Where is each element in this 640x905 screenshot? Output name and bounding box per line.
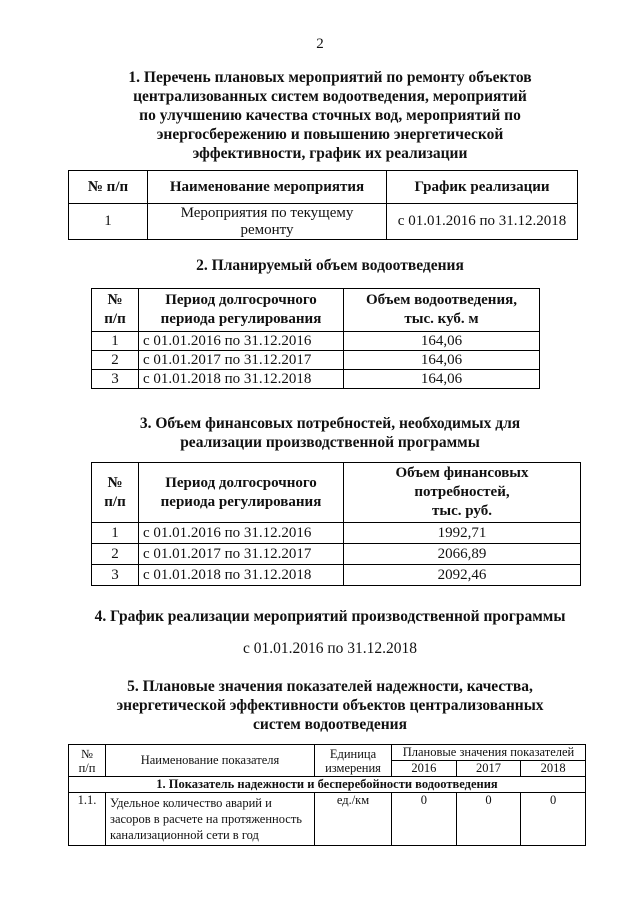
row-num: 1	[69, 204, 148, 240]
col-header-unit	[315, 745, 392, 777]
col-header-name: Наименование мероприятия	[148, 171, 387, 204]
section5-title	[60, 677, 600, 734]
row-value: 2092,46	[344, 565, 581, 586]
col-header-num: № п/п	[69, 171, 148, 204]
row-num: 2	[92, 544, 139, 565]
table-header-row	[69, 171, 578, 204]
col-header-year: 2016	[392, 761, 457, 777]
row-name-line: канализационной сети в год	[110, 828, 259, 842]
table-row	[69, 793, 586, 846]
header-line: периода регулирования	[160, 311, 322, 327]
section2-table	[91, 288, 540, 389]
section4-period: с 01.01.2016 по 31.12.2018	[242, 640, 418, 657]
row-num: 3	[92, 370, 139, 389]
row-value: 1992,71	[344, 523, 581, 544]
row-value: 164,06	[344, 351, 540, 370]
header-line: №	[107, 474, 123, 491]
header-line: №	[107, 292, 123, 308]
col-header-name: Наименование показателя	[106, 745, 315, 777]
row-period: с 01.01.2016 по 31.12.2016	[139, 332, 344, 351]
table-row	[92, 351, 540, 370]
table-row	[92, 370, 540, 389]
section1-title-line: по улучшению качества сточных вод, мероприятий по	[139, 107, 521, 124]
row-value: 164,06	[344, 332, 540, 351]
table-header-row	[92, 463, 581, 523]
row-num: 1	[92, 332, 139, 351]
col-header-planned: Плановые значения показателей	[392, 745, 586, 761]
section1-title	[60, 68, 600, 163]
row-period: с 01.01.2016 по 31.12.2016	[139, 523, 344, 544]
section4-title: 4. График реализации мероприятий производственной программы	[94, 608, 566, 625]
row-name	[148, 204, 387, 240]
row-value: 0	[456, 793, 521, 846]
col-header-period	[139, 463, 344, 523]
section1-title-line: энергосбережению и повышению энергетической	[156, 126, 504, 143]
row-value: 2066,89	[344, 544, 581, 565]
table-header-row	[69, 745, 586, 761]
table-subheader-row	[69, 777, 586, 793]
row-schedule: с 01.01.2016 по 31.12.2018	[387, 204, 578, 240]
col-header-period	[139, 289, 344, 332]
section5-title-line: систем водоотведения	[253, 716, 407, 733]
header-line: периода регулирования	[160, 493, 322, 510]
table-header-row	[92, 289, 540, 332]
col-header-num	[69, 745, 106, 777]
section5-table	[68, 744, 586, 846]
row-num: 1	[92, 523, 139, 544]
row-unit: ед./км	[315, 793, 392, 846]
section5-title-line: энергетической эффективности объектов централизованных	[116, 697, 544, 714]
header-line: измерения	[325, 760, 381, 775]
header-line: п/п	[104, 311, 126, 327]
section1-table	[68, 170, 578, 240]
row-num: 1.1.	[69, 793, 106, 846]
col-header-finance	[344, 463, 581, 523]
section3-title-line: 3. Объем финансовых потребностей, необходимых для	[139, 415, 521, 432]
row-num: 2	[92, 351, 139, 370]
row-name-line: Мероприятия по текущему	[180, 204, 354, 221]
row-name	[106, 793, 315, 846]
table-row	[92, 565, 581, 586]
header-line: №	[81, 746, 93, 761]
header-line: п/п	[78, 760, 96, 775]
section2-title: 2. Планируемый объем водоотведения	[196, 257, 464, 274]
col-header-num	[92, 289, 139, 332]
section3-title	[60, 414, 600, 452]
table-row	[92, 523, 581, 544]
header-line: Объем водоотведения,	[366, 292, 517, 308]
row-name-line: Удельное количество аварий и	[110, 796, 272, 810]
header-line: потребностей,	[414, 484, 510, 500]
row-name-line: ремонту	[240, 221, 294, 238]
row-value: 0	[521, 793, 586, 846]
section1-title-line: централизованных систем водоотведения, мероприятий	[133, 88, 527, 105]
row-period: с 01.01.2017 по 31.12.2017	[139, 351, 344, 370]
header-line: тыс. руб.	[432, 503, 492, 519]
subheader: 1. Показатель надежности и бесперебойности водоотведения	[69, 777, 586, 793]
row-name-line: засоров в расчете на протяженность	[110, 812, 303, 826]
section1-title-line: 1. Перечень плановых мероприятий по ремонту объектов	[128, 69, 532, 86]
section5-title-line: 5. Плановые значения показателей надежности, качества,	[127, 678, 533, 695]
header-line: Единица	[329, 746, 377, 761]
col-header-volume	[344, 289, 540, 332]
header-line: тыс. куб. м	[404, 311, 479, 327]
row-value: 164,06	[344, 370, 540, 389]
row-period: с 01.01.2017 по 31.12.2017	[139, 544, 344, 565]
header-line: Период долгосрочного	[165, 474, 317, 491]
row-value: 0	[392, 793, 457, 846]
row-period: с 01.01.2018 по 31.12.2018	[139, 565, 344, 586]
col-header-year: 2017	[456, 761, 521, 777]
col-header-schedule: График реализации	[387, 171, 578, 204]
table-row	[69, 204, 578, 240]
row-num: 3	[92, 565, 139, 586]
section3-title-line: реализации производственной программы	[180, 434, 480, 451]
col-header-num	[92, 463, 139, 523]
header-line: Объем финансовых	[395, 465, 529, 481]
header-line: Период долгосрочного	[165, 292, 317, 308]
table-row	[92, 332, 540, 351]
header-line: п/п	[104, 493, 126, 510]
table-row	[92, 544, 581, 565]
row-period: с 01.01.2018 по 31.12.2018	[139, 370, 344, 389]
section3-table	[91, 462, 581, 586]
page-number: 2	[316, 36, 324, 52]
col-header-year: 2018	[521, 761, 586, 777]
section1-title-line: эффективности, график их реализации	[192, 145, 468, 162]
